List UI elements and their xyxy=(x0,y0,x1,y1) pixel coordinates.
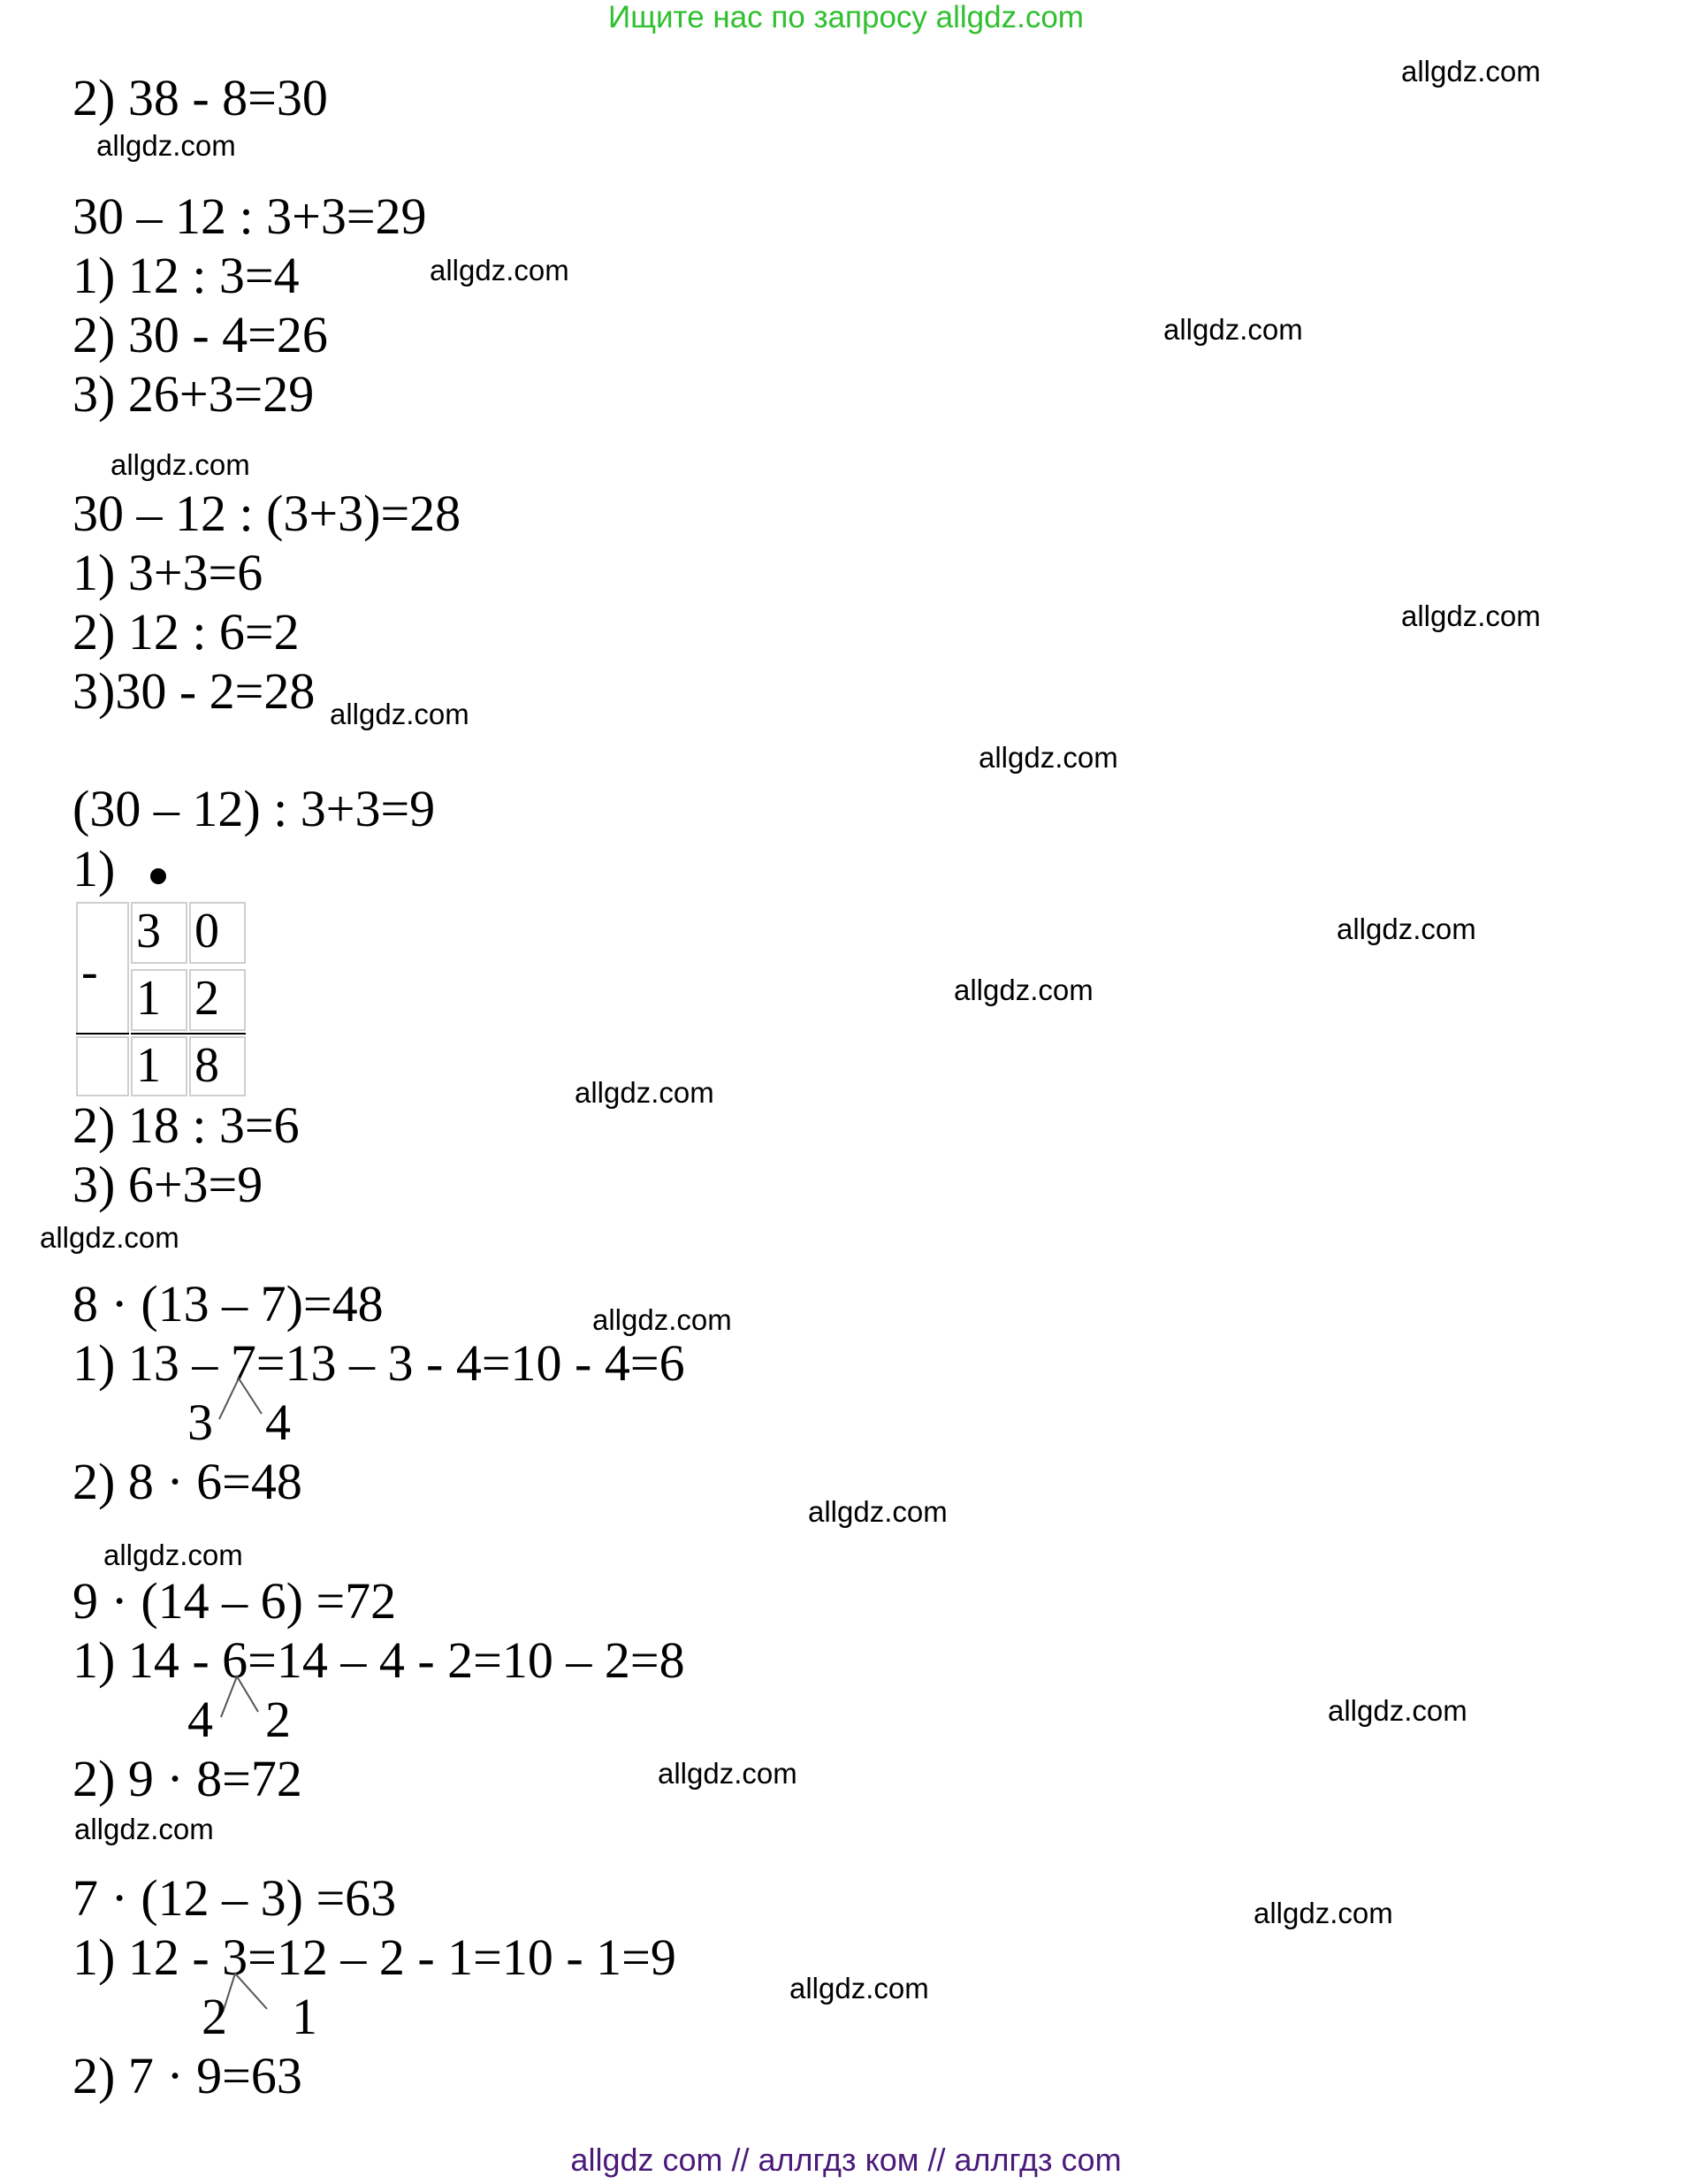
watermark: allgdz.com xyxy=(954,974,1094,1006)
minus-sign: - xyxy=(81,944,98,999)
watermark: allgdz.com xyxy=(74,1813,214,1845)
solution-step: 1) xyxy=(72,840,116,897)
watermark: allgdz.com xyxy=(1328,1694,1467,1727)
watermark: allgdz.com xyxy=(658,1757,797,1790)
watermark: allgdz.com xyxy=(575,1076,714,1109)
watermark: allgdz.com xyxy=(592,1303,732,1336)
solution-step: 1) 13 – 7=13 – 3 - 4=10 - 4=6 xyxy=(72,1334,685,1392)
solution-step: 1) 14 - 6=14 – 4 - 2=10 – 2=8 xyxy=(72,1631,685,1689)
top-banner: Ищите нас по запросу allgdz.com xyxy=(608,0,1084,34)
solution-step: 2) 12 : 6=2 xyxy=(72,603,300,661)
solution-step: 1) 12 : 3=4 xyxy=(72,247,300,304)
digit-cell: 8 xyxy=(189,1036,246,1096)
digit-cell: 3 xyxy=(131,902,187,964)
watermark: allgdz.com xyxy=(330,698,469,730)
minus-cell xyxy=(76,902,129,1035)
digit-cell: 1 xyxy=(131,1036,187,1096)
watermark: allgdz.com xyxy=(789,1972,929,2005)
solution-step: 2) 30 - 4=26 xyxy=(72,306,328,363)
solution-step: 3) 6+3=9 xyxy=(72,1156,263,1213)
solution-step: 1) 12 - 3=12 – 2 - 1=10 - 1=9 xyxy=(72,1928,676,1986)
solution-step: 2) 9 · 8=72 xyxy=(72,1750,302,1807)
bullet-mark xyxy=(150,868,166,884)
decomposition-digit: 4 xyxy=(187,1691,213,1748)
watermark: allgdz.com xyxy=(1163,313,1303,346)
decomposition-digit: 1 xyxy=(292,1988,317,2045)
expression: 8 · (13 – 7)=48 xyxy=(72,1275,384,1333)
watermark: allgdz.com xyxy=(1254,1897,1393,1929)
expression: 9 · (14 – 6) =72 xyxy=(72,1572,397,1630)
watermark: allgdz.com xyxy=(111,448,250,481)
solution-step: 2) 18 : 3=6 xyxy=(72,1096,300,1154)
bottom-banner: allgdz com // аллгдз ком // аллгдз com xyxy=(570,2142,1122,2178)
expression: 30 – 12 : (3+3)=28 xyxy=(72,485,461,542)
decomposition-digit: 2 xyxy=(202,1988,227,2045)
result-line xyxy=(76,1033,129,1035)
watermark: allgdz.com xyxy=(40,1221,179,1254)
decomposition-digit: 2 xyxy=(265,1691,291,1748)
watermark: allgdz.com xyxy=(96,129,236,162)
solution-step: 2) 38 - 8=30 xyxy=(72,69,328,126)
decomposition-digit: 3 xyxy=(187,1394,213,1451)
watermark: allgdz.com xyxy=(1401,55,1541,88)
expression: 30 – 12 : 3+3=29 xyxy=(72,187,427,245)
decomposition-digit: 4 xyxy=(265,1394,291,1451)
solution-step: 3)30 - 2=28 xyxy=(72,662,316,720)
solution-step: 1) 3+3=6 xyxy=(72,544,263,601)
empty-cell xyxy=(76,1036,129,1096)
digit-cell: 2 xyxy=(189,969,246,1031)
solution-step: 2) 8 · 6=48 xyxy=(72,1453,302,1510)
expression: (30 – 12) : 3+3=9 xyxy=(72,780,436,837)
digit-cell: 1 xyxy=(131,969,187,1031)
expression: 7 · (12 – 3) =63 xyxy=(72,1869,397,1927)
solution-step: 3) 26+3=29 xyxy=(72,365,315,423)
digit-cell: 0 xyxy=(189,902,246,964)
result-line xyxy=(131,1033,246,1035)
watermark: allgdz.com xyxy=(808,1495,948,1528)
watermark: allgdz.com xyxy=(1401,599,1541,632)
watermark: allgdz.com xyxy=(979,741,1118,774)
solution-step: 2) 7 · 9=63 xyxy=(72,2047,302,2104)
watermark: allgdz.com xyxy=(430,254,569,286)
watermark: allgdz.com xyxy=(1337,913,1476,945)
watermark: allgdz.com xyxy=(103,1539,243,1571)
